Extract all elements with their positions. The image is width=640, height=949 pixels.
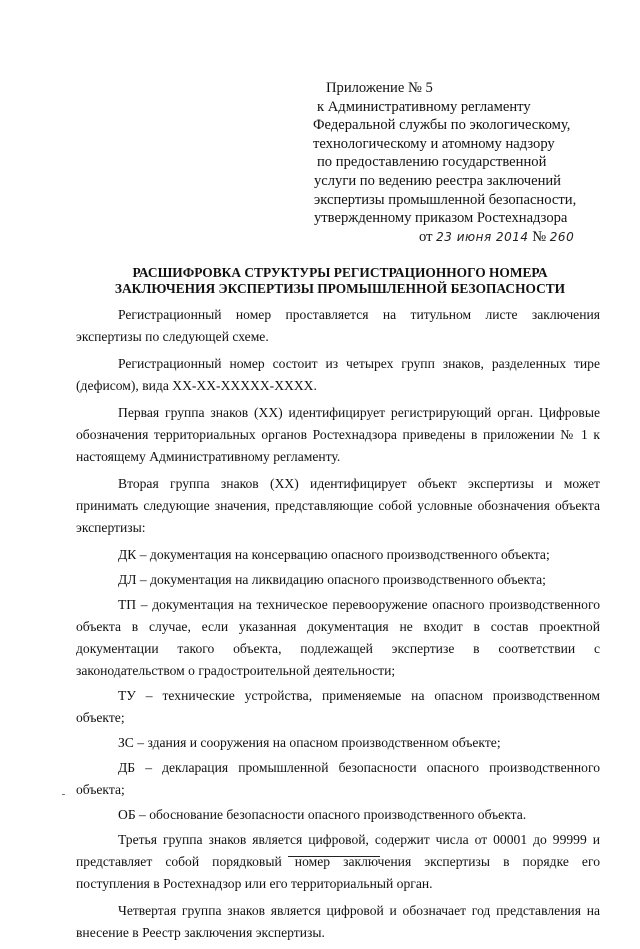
list-item-dk: ДК – документация на консервацию опасного производственного объекта; <box>118 547 550 562</box>
handwritten-number: 260 <box>549 229 575 244</box>
list-item-db: ДБ – декларация промышленной безопасности опасного производственного объекта; <box>76 760 600 797</box>
appendix-line-8: утвержденному приказом Ростехнадзора <box>314 210 568 227</box>
paragraph-first-group: Первая группа знаков (ХХ) идентифицирует регистрирующий орган. Цифровые обозначения территориальных органов Ростехнадзора приведены в приложении № 1 к настоящему Административному регламенту. <box>76 405 600 464</box>
appendix-date-line <box>312 228 612 247</box>
appendix-line-5: по предоставлению государственной <box>317 154 547 171</box>
appendix-line-2: к Административному регламенту <box>317 98 531 115</box>
list-item-tu: ТУ – технические устройства, применяемые на опасном производственном объекте; <box>76 688 600 725</box>
appendix-line-3: Федеральной службы по экологическому, <box>313 117 571 134</box>
date-prefix: от <box>419 228 433 245</box>
list-item-zs: ЗС – здания и сооружения на опасном производственном объекте; <box>118 735 501 750</box>
footer-divider <box>288 856 380 857</box>
appendix-line-1: Приложение № 5 <box>326 80 433 96</box>
appendix-header <box>312 79 612 246</box>
paragraph-structure: Регистрационный номер состоит из четырех групп знаков, разделенных тире (дефисом), вида ХХ-ХХ-ХХХХХ-ХХХХ. <box>76 356 600 393</box>
list-item-ob: ОБ – обоснование безопасности опасного производственного объекта. <box>118 807 527 822</box>
title-line-2: ЗАКЛЮЧЕНИЯ ЭКСПЕРТИЗЫ ПРОМЫШЛЕННОЙ БЕЗОПАСНОСТИ <box>114 281 566 296</box>
appendix-line-4: технологическому и атомному надзору <box>313 135 555 152</box>
appendix-line-6: услуги по ведению реестра заключений <box>314 172 561 189</box>
appendix-line-7: экспертизы промышленной безопасности, <box>314 191 577 208</box>
scan-speck <box>62 794 65 795</box>
number-prefix: № <box>532 228 547 245</box>
paragraph-second-group: Вторая группа знаков (ХХ) идентифицирует объект экспертизы и может принимать следующие значения, представляющие собой условные обозначения объекта экспертизы: <box>76 476 600 535</box>
paragraph-third-group: Третья группа знаков является цифровой, содержит числа от 00001 до 99999 и представляет собой порядковый номер заключения экспертизы в порядке его поступления в Ростехнадзор или его территориальный орган. <box>76 832 600 891</box>
handwritten-date: 23 июня 2014 <box>436 229 529 244</box>
title-line-1: РАСШИФРОВКА СТРУКТУРЫ РЕГИСТРАЦИОННОГО НОМЕРА <box>132 265 548 280</box>
list-item-dl: ДЛ – документация на ликвидацию опасного производственного объекта; <box>118 572 546 587</box>
document-title <box>60 265 620 297</box>
paragraph-scheme-intro: Регистрационный номер проставляется на титульном листе заключения экспертизы по следующей схеме. <box>76 307 600 344</box>
document-body <box>76 304 600 949</box>
list-item-tp: ТП – документация на техническое перевооружение опасного производственного объекта в случае, если указанная документация не входит в состав проектной документации такого объекта, подлежащей экспертизе в соответствии с законодательством о градостроительной деятельности; <box>76 597 600 678</box>
paragraph-fourth-group: Четвертая группа знаков является цифровой и обозначает год представления на внесение в Реестр заключения экспертизы. <box>76 903 600 940</box>
